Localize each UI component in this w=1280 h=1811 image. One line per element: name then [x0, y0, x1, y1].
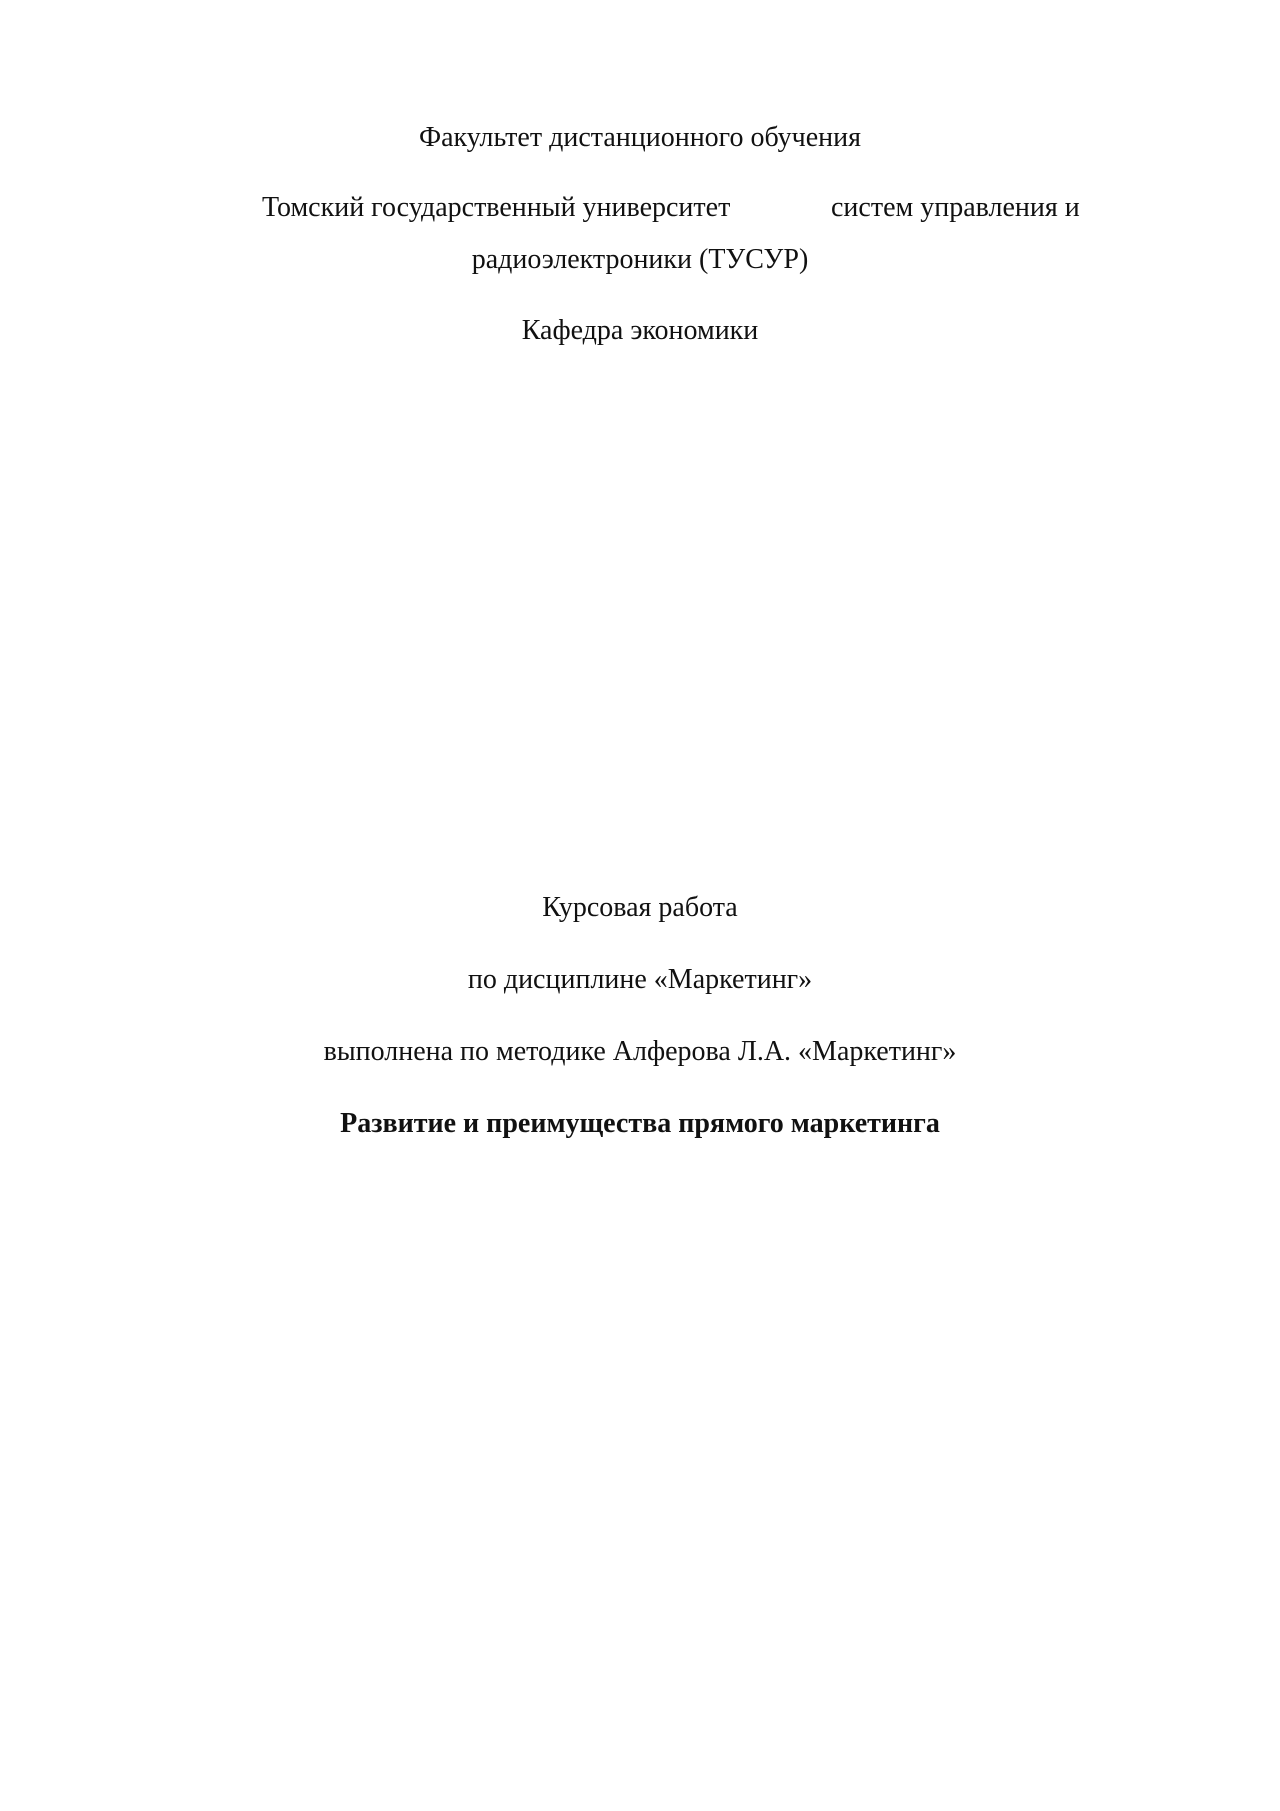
faculty-name: Факультет дистанционного обучения — [418, 122, 861, 153]
discipline-line: по дисциплине «Маркетинг» — [467, 964, 813, 995]
department-name: Кафедра экономики — [521, 315, 759, 346]
university-name-part-b: систем управления и — [831, 192, 1080, 223]
work-title: Развитие и преимущества прямого маркетинга — [340, 1108, 940, 1139]
university-name-part-a: Томский государственный университет — [262, 192, 731, 223]
university-name-line1 — [0, 190, 1280, 226]
methodology-line: выполнена по методике Алферова Л.А. «Маркетинг» — [323, 1036, 957, 1067]
university-name-line2: радиоэлектроники (ТУСУР) — [471, 244, 809, 275]
work-type: Курсовая работа — [542, 892, 738, 923]
